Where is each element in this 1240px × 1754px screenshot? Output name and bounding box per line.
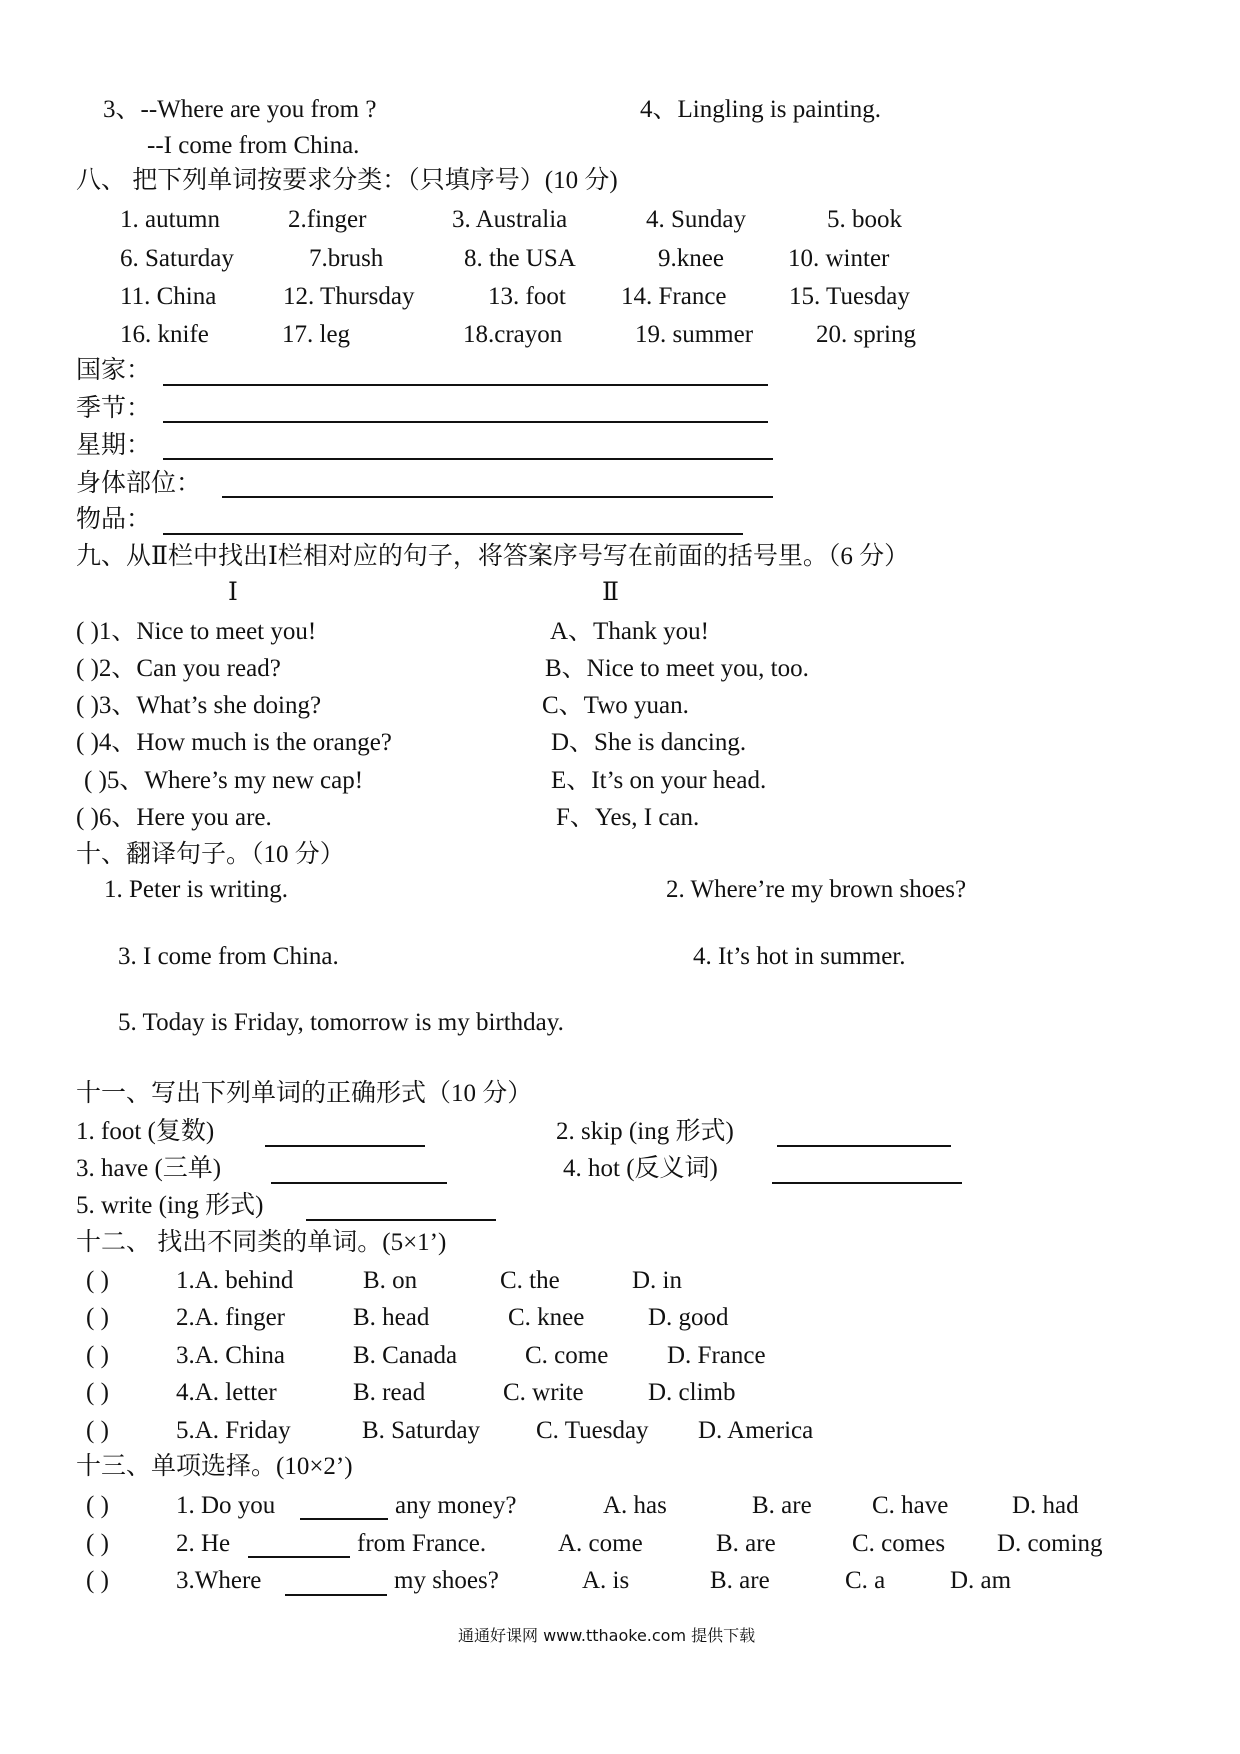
word-form-item: 2. skip (ing 形式): [556, 1118, 734, 1145]
word-item: 9.knee: [658, 245, 724, 272]
word-item: 14. France: [621, 283, 727, 310]
word-item: 10. winter: [788, 245, 890, 272]
match-left-item: ( )2、Can you read?: [76, 655, 281, 682]
word-item: 6. Saturday: [120, 245, 234, 272]
question-stem: any money?: [395, 1492, 517, 1519]
option-item: 2.A. finger: [176, 1304, 285, 1331]
option-item: D. had: [1012, 1492, 1079, 1519]
option-item: B. are: [752, 1492, 812, 1519]
option-item: 5.A. Friday: [176, 1417, 291, 1444]
option-item: B. Saturday: [362, 1417, 481, 1444]
fill-blank[interactable]: [300, 1518, 388, 1520]
match-right-item: C、Two yuan.: [542, 692, 689, 719]
option-item: B. read: [353, 1379, 426, 1406]
option-item: D. France: [667, 1342, 766, 1369]
column-1-label: Ⅰ: [228, 579, 238, 606]
option-item: A. come: [558, 1530, 643, 1557]
answer-blank[interactable]: [271, 1182, 447, 1184]
q3-answer: --I come from China.: [147, 132, 360, 159]
word-item: 20. spring: [816, 321, 916, 348]
match-right-item: D、She is dancing.: [551, 729, 747, 756]
q4-sentence: 4、Lingling is painting.: [640, 96, 881, 123]
option-item: C. Tuesday: [536, 1417, 649, 1444]
section-11-heading: 十一、写出下列单词的正确形式（10 分）: [76, 1080, 533, 1107]
answer-blank-seasons[interactable]: [163, 421, 768, 423]
option-item: D. coming: [997, 1530, 1103, 1557]
question-stem: 3.Where: [176, 1567, 262, 1594]
word-item: 12. Thursday: [283, 283, 415, 310]
answer-parenthesis: ( ): [86, 1304, 109, 1331]
option-item: D. climb: [648, 1379, 736, 1406]
option-item: D. am: [950, 1567, 1012, 1594]
translate-item: 3. I come from China.: [118, 943, 339, 970]
option-item: C. comes: [852, 1530, 946, 1557]
option-item: A. is: [582, 1567, 630, 1594]
footer-watermark: 通通好课网 www.tthaoke.com 提供下载: [458, 1626, 756, 1645]
answer-parenthesis: ( ): [86, 1567, 109, 1594]
option-item: C. have: [872, 1492, 949, 1519]
answer-parenthesis: ( ): [86, 1267, 109, 1294]
word-form-item: 3. have (三单): [76, 1155, 222, 1182]
q3-question: 3、--Where are you from ?: [103, 96, 377, 123]
answer-blank-objects[interactable]: [163, 533, 743, 535]
word-item: 19. summer: [635, 321, 754, 348]
word-item: 11. China: [120, 283, 217, 310]
answer-parenthesis: ( ): [86, 1492, 109, 1519]
section-8-heading: 八、 把下列单词按要求分类：（只填序号）(10 分): [76, 167, 618, 194]
fill-blank[interactable]: [248, 1556, 350, 1558]
word-form-item: 5. write (ing 形式): [76, 1192, 264, 1219]
answer-parenthesis: ( ): [86, 1417, 109, 1444]
answer-blank-weekdays[interactable]: [163, 458, 773, 460]
option-item: 1.A. behind: [176, 1267, 294, 1294]
option-item: A. has: [603, 1492, 667, 1519]
match-left-item: ( )4、How much is the orange?: [76, 729, 392, 756]
word-item: 2.finger: [288, 206, 367, 233]
translate-item: 5. Today is Friday, tomorrow is my birthday.: [118, 1009, 564, 1036]
option-item: B. are: [710, 1567, 770, 1594]
word-item: 8. the USA: [464, 245, 576, 272]
word-item: 15. Tuesday: [789, 283, 910, 310]
translate-item: 4. It’s hot in summer.: [693, 943, 906, 970]
option-item: 3.A. China: [176, 1342, 286, 1369]
option-item: D. in: [632, 1267, 682, 1294]
answer-parenthesis: ( ): [86, 1530, 109, 1557]
option-item: B. Canada: [353, 1342, 458, 1369]
column-2-label: Ⅱ: [602, 579, 619, 606]
option-item: C. a: [845, 1567, 886, 1594]
question-stem: my shoes?: [394, 1567, 499, 1594]
match-right-item: B、Nice to meet you, too.: [545, 655, 809, 682]
option-item: D. good: [648, 1304, 729, 1331]
option-item: 4.A. letter: [176, 1379, 277, 1406]
option-item: C. knee: [508, 1304, 585, 1331]
answer-parenthesis: ( ): [86, 1379, 109, 1406]
answer-parenthesis: ( ): [86, 1342, 109, 1369]
word-item: 18.crayon: [463, 321, 563, 348]
answer-blank[interactable]: [772, 1182, 962, 1184]
word-item: 7.brush: [309, 245, 384, 272]
option-item: B. on: [363, 1267, 418, 1294]
word-item: 4. Sunday: [646, 206, 746, 233]
word-item: 3. Australia: [452, 206, 568, 233]
match-left-item: ( )1、Nice to meet you!: [76, 618, 317, 645]
option-item: C. come: [525, 1342, 609, 1369]
answer-blank[interactable]: [265, 1145, 425, 1147]
section-9-heading: 九、从Ⅱ栏中找出Ⅰ栏相对应的句子，将答案序号写在前面的括号里。（6 分）: [76, 543, 910, 570]
section-10-heading: 十、翻译句子。（10 分）: [76, 841, 345, 868]
option-item: B. are: [716, 1530, 776, 1557]
category-label-weekdays: 星期：: [76, 432, 152, 459]
answer-blank[interactable]: [777, 1145, 951, 1147]
category-label-body-parts: 身体部位：: [76, 470, 202, 497]
answer-blank[interactable]: [306, 1219, 496, 1221]
section-13-heading: 十三、单项选择。(10×2’): [76, 1453, 353, 1480]
translate-item: 1. Peter is writing.: [104, 876, 289, 903]
option-item: C. write: [503, 1379, 584, 1406]
option-item: C. the: [500, 1267, 560, 1294]
match-right-item: F、Yes, I can.: [556, 804, 700, 831]
word-item: 16. knife: [120, 321, 209, 348]
fill-blank[interactable]: [285, 1594, 387, 1596]
question-stem: 1. Do you: [176, 1492, 276, 1519]
answer-blank-body-parts[interactable]: [222, 496, 773, 498]
word-item: 5. book: [827, 206, 902, 233]
match-left-item: ( )3、What’s she doing?: [76, 692, 322, 719]
category-label-seasons: 季节：: [76, 395, 152, 422]
match-left-item: ( )6、Here you are.: [76, 804, 272, 831]
category-label-countries: 国家：: [76, 357, 152, 384]
category-label-objects: 物品：: [76, 506, 152, 533]
option-item: D. America: [698, 1417, 814, 1444]
question-stem: from France.: [357, 1530, 487, 1557]
translate-item: 2. Where’re my brown shoes?: [666, 876, 967, 903]
word-form-item: 4. hot (反义词): [563, 1155, 718, 1182]
word-item: 1. autumn: [120, 206, 220, 233]
match-right-item: E、It’s on your head.: [551, 767, 767, 794]
option-item: B. head: [353, 1304, 430, 1331]
word-form-item: 1. foot (复数): [76, 1118, 215, 1145]
word-item: 17. leg: [282, 321, 351, 348]
answer-blank-countries[interactable]: [163, 384, 768, 386]
word-item: 13. foot: [488, 283, 566, 310]
match-left-item: ( )5、Where’s my new cap!: [84, 767, 364, 794]
match-right-item: A、Thank you!: [550, 618, 709, 645]
question-stem: 2. He: [176, 1530, 231, 1557]
section-12-heading: 十二、 找出不同类的单词。(5×1’): [76, 1229, 447, 1256]
